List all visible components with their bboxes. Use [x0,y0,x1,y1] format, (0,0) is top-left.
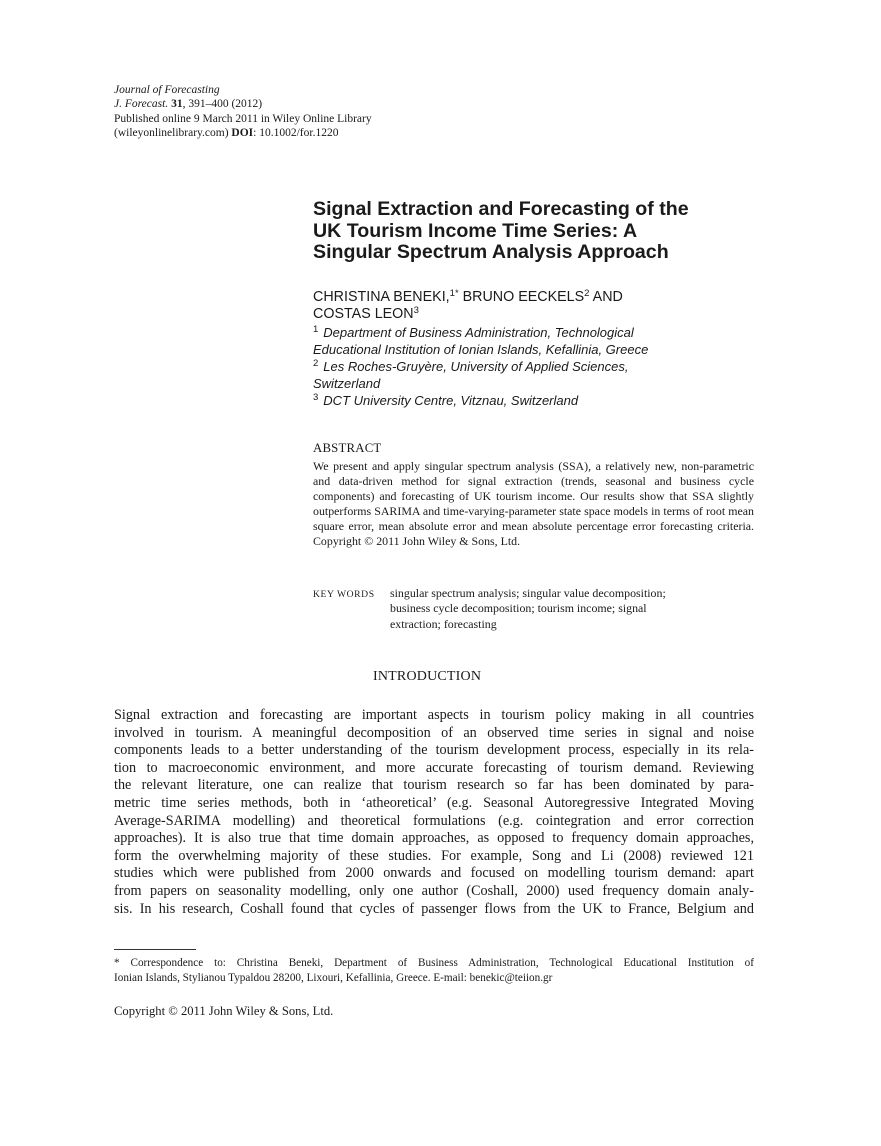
copyright-notice: Copyright © 2011 John Wiley & Sons, Ltd. [114,1004,334,1018]
authors-line-2 [313,306,763,323]
citation-journal: J. Forecast. [114,98,169,111]
title-line: UK Tourism Income Time Series: A [313,219,638,242]
affiliation-text: Les Roches-Gruyère, University of Applied Sciences, [323,359,629,374]
abstract-heading: ABSTRACT [313,441,382,455]
affiliation-text: Department of Business Administration, Technological [323,325,634,340]
body-line: from papers on seasonality modelling, only one author (Coshall, 2000) used frequency domain analy- [114,882,754,899]
body-line: approaches). It is also true that time domain approaches, as opposed to frequency domain approaches, [114,830,754,847]
body-line: sis. In his research, Coshall found that cycles of passenger flows from the UK to France, Belgium and [114,900,754,917]
body-line: involved in tourism. A meaningful decomposition of an observed time series in signal and noise [114,724,754,741]
site-link[interactable]: (wileyonlinelibrary.com) [114,127,229,140]
affiliations [313,324,763,409]
title-block [313,199,763,264]
affiliation-text: DCT University Centre, Vitznau, Switzerland [323,393,579,408]
introduction-body [114,707,754,918]
affiliation-line [313,324,763,341]
affiliation-text: Switzerland [313,376,381,391]
published-line: Published online 9 March 2011 in Wiley Online Library [114,112,372,125]
citation-volume: 31 [171,98,183,111]
affiliation-sup: 1 [313,324,319,335]
body-line: Signal extraction and forecasting are important aspects in tourism policy making in all countries [114,707,754,723]
paper-title [313,199,763,264]
author-conjunction: AND [589,289,623,305]
footnote-divider [114,949,196,950]
keywords [313,586,754,632]
author-sup: 2 [584,288,590,299]
body-line: tion to macroeconomic environment, and more accurate forecasting of tourism demand. Reviewing [114,759,754,776]
body-line: components leads to a better understanding of the tourism development process, especially in its rela- [114,742,754,759]
footnote-line: Ionian Islands, Stylianou Typaldou 28200, Lixouri, Kefallinia, Greece. E-mail: benekic@teiion.gr [114,971,553,984]
footnote-line: * Correspondence to: Christina Beneki, Department of Business Administration, Technological Educational Institution of [114,957,754,969]
affiliation-sup: 3 [313,392,319,403]
author-sup: 1* [449,288,459,299]
body-line: studies which were published from 2000 onwards and focused on modelling tourism demand: apart [114,865,754,882]
keywords-line: business cycle decomposition; tourism income; signal [390,601,647,616]
affiliation-sup: 2 [313,358,319,369]
body-line: the relevant literature, one can realize that tourism research so far has been dominated by para- [114,777,754,794]
authors [313,289,763,323]
keywords-line: extraction; forecasting [390,616,497,631]
doi-value[interactable]: : 10.1002/for.1220 [253,127,339,140]
doi-label: DOI [231,127,254,140]
affiliation-line [313,392,763,409]
author-name: CHRISTINA BENEKI, [313,289,450,305]
footnote [114,956,754,985]
citation [114,97,514,111]
section-heading-introduction: INTRODUCTION [373,669,482,684]
body-line: form the overwhelming majority of these studies. For example, Song and Li (2008) reviewed 121 [114,847,754,864]
title-line: Signal Extraction and Forecasting of the [313,198,689,220]
title-line: Singular Spectrum Analysis Approach [313,241,669,264]
body-line: metric time series methods, both in ‘atheoretical’ (e.g. Seasonal Autoregressive Integrated Moving [114,794,754,811]
journal-header [114,83,514,141]
keywords-label: KEY WORDS [313,589,375,600]
affiliation-line [313,341,763,358]
affiliation-line [313,375,763,392]
body-line: Average-SARIMA modelling) and theoretical formulations (e.g. cointegration and error correction [114,812,754,829]
authors-line-1 [313,289,763,306]
abstract-text: We present and apply singular spectrum analysis (SSA), a relatively new, non-parametric and data-driven method for signal extraction (trends, seasonal and business cycle components) and forecasting of UK tourism income. Our results show that SSA slightly outperforms SARIMA and time-varying-parameter state space models in terms of root mean square error, mean absolute error and mean absolute percentage error forecasting criteria. Copyright © 2011 John Wiley & Sons, Ltd. [313,459,754,549]
affiliation-text: Educational Institution of Ionian Islands, Kefallinia, Greece [313,342,649,357]
author-sup: 3 [413,305,419,316]
journal-name: Journal of Forecasting [114,84,220,96]
doi-line [114,126,514,140]
author-name: BRUNO EECKELS [458,289,585,305]
citation-pages: , 391–400 (2012) [182,98,263,111]
abstract [313,440,754,550]
affiliation-line [313,358,763,375]
author-name: COSTAS LEON [313,306,414,322]
keywords-line: singular spectrum analysis; singular value decomposition; [390,586,666,600]
keywords-list [390,586,754,632]
